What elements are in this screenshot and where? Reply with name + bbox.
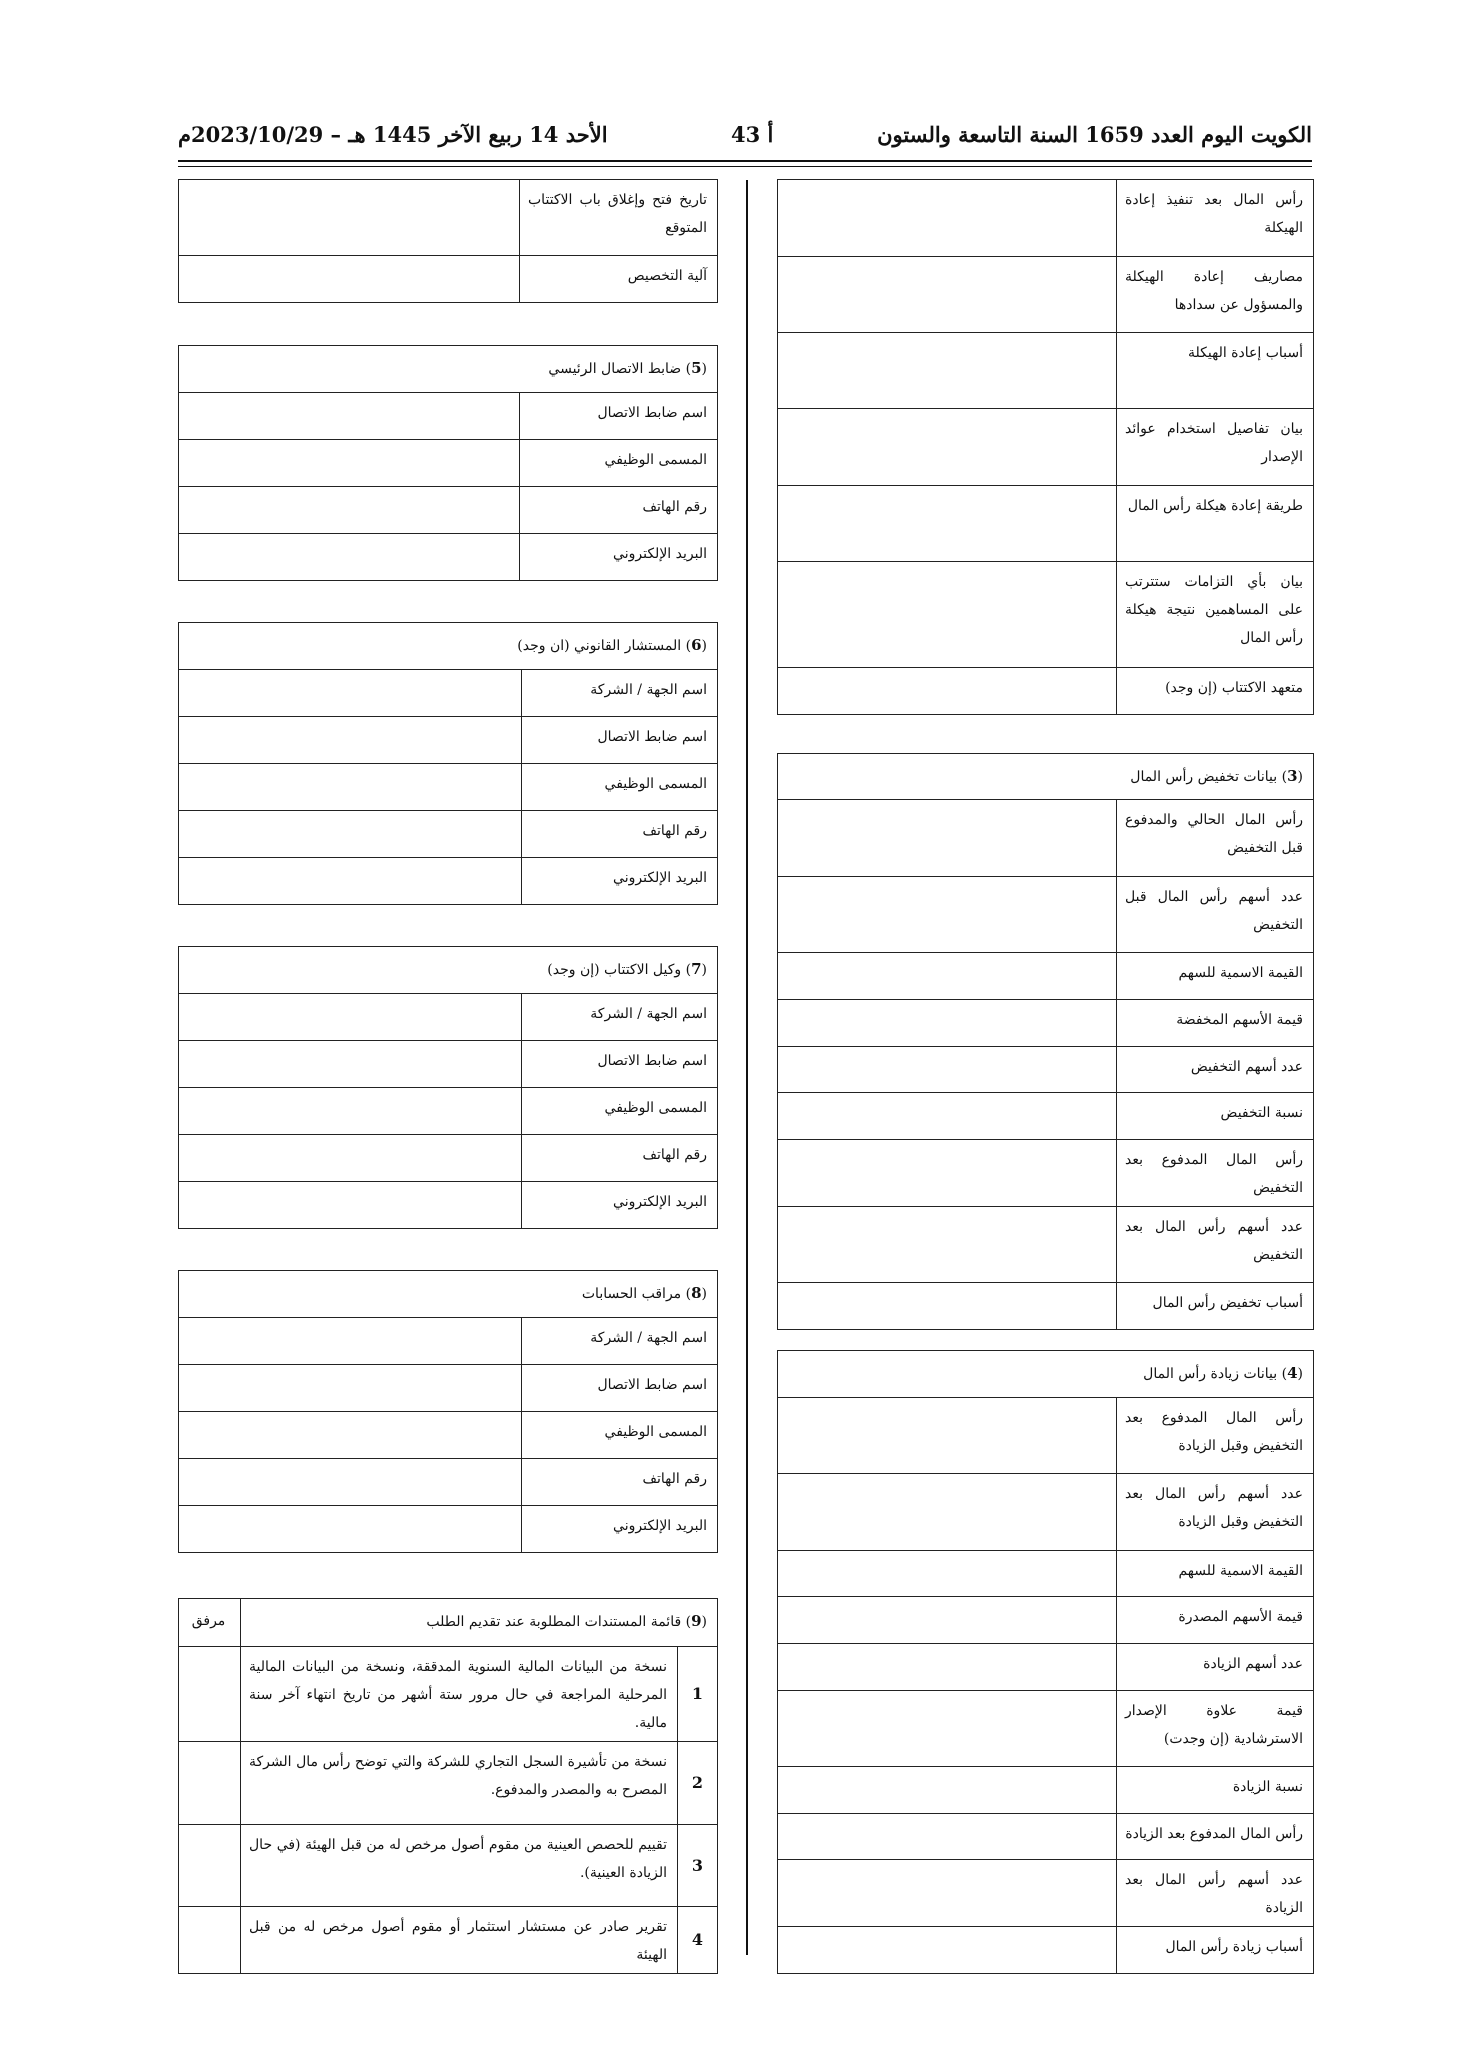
field-label: عدد أسهم التخفيض: [1117, 1047, 1314, 1093]
field-value[interactable]: [778, 1644, 1117, 1691]
field-value[interactable]: [778, 333, 1117, 409]
document-item: نسخة من البيانات المالية السنوية المدققة، ونسخة من البيانات المالية المرحلية المراجعة في حال مرور ستة أشهر من تاريخ انتهاء آخر سنة مالية.: [241, 1647, 678, 1742]
field-label: اسم الجهة / الشركة: [522, 1318, 718, 1365]
field-value[interactable]: [778, 1000, 1117, 1047]
restructuring-table: [777, 179, 1314, 715]
field-label: مصاريف إعادة الهيكلة والمسؤول عن سدادها: [1117, 257, 1314, 333]
field-label: اسم ضابط الاتصال: [522, 717, 718, 764]
field-value[interactable]: [179, 1318, 522, 1365]
field-value[interactable]: [179, 1365, 522, 1412]
field-label: البريد الإلكتروني: [522, 1506, 718, 1553]
column-divider: [746, 180, 748, 1955]
document-item: تقييم للحصص العينية من مقوم أصول مرخص له من قبل الهيئة (في حال الزيادة العينية).: [241, 1825, 678, 1907]
field-value[interactable]: [778, 1140, 1117, 1207]
field-value[interactable]: [778, 1474, 1117, 1551]
section-9-table: [178, 1598, 718, 1974]
field-value[interactable]: [778, 1767, 1117, 1814]
field-value[interactable]: [778, 1691, 1117, 1767]
field-value[interactable]: [778, 877, 1117, 953]
attachment-header: مرفق: [179, 1599, 241, 1647]
section-title: (3) بيانات تخفيض رأس المال: [778, 754, 1314, 800]
field-label: اسم ضابط الاتصال: [522, 1041, 718, 1088]
section-title: (8) مراقب الحسابات: [179, 1271, 718, 1318]
field-label: المسمى الوظيفي: [522, 1088, 718, 1135]
field-label: قيمة الأسهم المخفضة: [1117, 1000, 1314, 1047]
attachment-cell[interactable]: [179, 1647, 241, 1742]
field-value[interactable]: [179, 180, 520, 256]
field-value[interactable]: [778, 1927, 1117, 1974]
field-label: طريقة إعادة هيكلة رأس المال: [1117, 486, 1314, 562]
section-4-table: [777, 1350, 1314, 1974]
field-value[interactable]: [778, 953, 1117, 1000]
field-label: عدد أسهم رأس المال قبل التخفيض: [1117, 877, 1314, 953]
field-value[interactable]: [778, 409, 1117, 486]
field-value[interactable]: [179, 1182, 522, 1229]
field-value[interactable]: [179, 487, 520, 534]
page-number: أ 43: [731, 122, 774, 147]
field-label: رقم الهاتف: [522, 1135, 718, 1182]
field-value[interactable]: [778, 1283, 1117, 1330]
field-value[interactable]: [179, 1412, 522, 1459]
field-value[interactable]: [179, 534, 520, 581]
document-item: نسخة من تأشيرة السجل التجاري للشركة والتي توضح رأس مال الشركة المصرح به والمصدر والمدفوع.: [241, 1742, 678, 1825]
item-number: 4: [678, 1907, 718, 1974]
section-title: (9) قائمة المستندات المطلوبة عند تقديم الطلب: [241, 1599, 718, 1647]
subscription-table: [178, 179, 718, 303]
section-6-table: [178, 622, 718, 905]
field-label: رأس المال المدفوع بعد الزيادة: [1117, 1814, 1314, 1860]
field-label: اسم ضابط الاتصال: [520, 393, 718, 440]
section-8-table: [178, 1270, 718, 1553]
field-label: البريد الإلكتروني: [522, 1182, 718, 1229]
field-value[interactable]: [179, 1135, 522, 1182]
section-3-table: [777, 753, 1314, 1330]
item-number: 1: [678, 1647, 718, 1742]
field-value[interactable]: [179, 393, 520, 440]
field-label: متعهد الاكتتاب (إن وجد): [1117, 668, 1314, 715]
field-value[interactable]: [778, 1093, 1117, 1140]
field-label: رأس المال المدفوع بعد التخفيض: [1117, 1140, 1314, 1207]
section-title: (5) ضابط الاتصال الرئيسي: [179, 346, 718, 393]
section-title: (6) المستشار القانوني (ان وجد): [179, 623, 718, 670]
field-label: رأس المال بعد تنفيذ إعادة الهيكلة: [1117, 180, 1314, 257]
field-label: القيمة الاسمية للسهم: [1117, 1551, 1314, 1597]
field-label: تاريخ فتح وإغلاق باب الاكتتاب المتوقع: [520, 180, 718, 256]
field-value[interactable]: [778, 1207, 1117, 1283]
field-label: آلية التخصيص: [520, 256, 718, 303]
field-label: قيمة علاوة الإصدار الاسترشادية (إن وجدت): [1117, 1691, 1314, 1767]
field-label: عدد أسهم رأس المال بعد التخفيض: [1117, 1207, 1314, 1283]
field-label: رأس المال الحالي والمدفوع قبل التخفيض: [1117, 800, 1314, 877]
field-value[interactable]: [179, 1506, 522, 1553]
field-value[interactable]: [778, 668, 1117, 715]
field-label: أسباب تخفيض رأس المال: [1117, 1283, 1314, 1330]
field-value[interactable]: [179, 670, 522, 717]
field-value[interactable]: [778, 1398, 1117, 1474]
field-label: المسمى الوظيفي: [520, 440, 718, 487]
field-label: رأس المال المدفوع بعد التخفيض وقبل الزيادة: [1117, 1398, 1314, 1474]
field-value[interactable]: [778, 1814, 1117, 1860]
field-value[interactable]: [179, 858, 522, 905]
field-value[interactable]: [179, 256, 520, 303]
field-value[interactable]: [778, 180, 1117, 257]
field-value[interactable]: [778, 800, 1117, 877]
section-5-table: [178, 345, 718, 581]
field-label: رقم الهاتف: [522, 811, 718, 858]
issue-date: الأحد 14 ربيع الآخر 1445 هـ – 2023/10/29م: [178, 122, 608, 147]
document-item: تقرير صادر عن مستشار استثمار أو مقوم أصول مرخص له من قبل الهيئة: [241, 1907, 678, 1974]
field-label: المسمى الوظيفي: [522, 1412, 718, 1459]
section-title: (7) وكيل الاكتتاب (إن وجد): [179, 947, 718, 994]
section-7-table: [178, 946, 718, 1229]
field-label: رقم الهاتف: [520, 487, 718, 534]
field-value[interactable]: [778, 1597, 1117, 1644]
field-label: بيان تفاصيل استخدام عوائد الإصدار: [1117, 409, 1314, 486]
field-value[interactable]: [179, 1088, 522, 1135]
field-value[interactable]: [179, 1459, 522, 1506]
field-label: نسبة التخفيض: [1117, 1093, 1314, 1140]
header-rule-thin: [178, 166, 1312, 167]
field-label: بيان بأي التزامات ستترتب على المساهمين نتيجة هيكلة رأس المال: [1117, 562, 1314, 668]
field-label: عدد أسهم الزيادة: [1117, 1644, 1314, 1691]
field-value[interactable]: [778, 1551, 1117, 1597]
header-rule: [178, 160, 1312, 162]
field-value[interactable]: [778, 1047, 1117, 1093]
field-label: القيمة الاسمية للسهم: [1117, 953, 1314, 1000]
field-label: البريد الإلكتروني: [522, 858, 718, 905]
page-header: [178, 122, 1312, 156]
field-label: نسبة الزيادة: [1117, 1767, 1314, 1814]
field-label: عدد أسهم رأس المال بعد التخفيض وقبل الزيادة: [1117, 1474, 1314, 1551]
field-label: اسم الجهة / الشركة: [522, 994, 718, 1041]
field-label: البريد الإلكتروني: [520, 534, 718, 581]
field-value[interactable]: [179, 1041, 522, 1088]
publication-info: الكويت اليوم العدد 1659 السنة التاسعة والستون: [877, 122, 1312, 147]
attachment-cell[interactable]: [179, 1825, 241, 1907]
field-label: قيمة الأسهم المصدرة: [1117, 1597, 1314, 1644]
field-value[interactable]: [179, 811, 522, 858]
item-number: 3: [678, 1825, 718, 1907]
field-label: المسمى الوظيفي: [522, 764, 718, 811]
attachment-cell[interactable]: [179, 1742, 241, 1825]
field-value[interactable]: [778, 562, 1117, 668]
section-title: (4) بيانات زيادة رأس المال: [778, 1351, 1314, 1398]
field-label: عدد أسهم رأس المال بعد الزيادة: [1117, 1860, 1314, 1927]
field-label: اسم الجهة / الشركة: [522, 670, 718, 717]
field-value[interactable]: [778, 257, 1117, 333]
field-value[interactable]: [179, 440, 520, 487]
field-label: أسباب زيادة رأس المال: [1117, 1927, 1314, 1974]
item-number: 2: [678, 1742, 718, 1825]
field-value[interactable]: [179, 994, 522, 1041]
field-value[interactable]: [179, 717, 522, 764]
field-value[interactable]: [778, 1860, 1117, 1927]
attachment-cell[interactable]: [179, 1907, 241, 1974]
field-label: أسباب إعادة الهيكلة: [1117, 333, 1314, 409]
field-label: اسم ضابط الاتصال: [522, 1365, 718, 1412]
field-label: رقم الهاتف: [522, 1459, 718, 1506]
field-value[interactable]: [778, 486, 1117, 562]
field-value[interactable]: [179, 764, 522, 811]
